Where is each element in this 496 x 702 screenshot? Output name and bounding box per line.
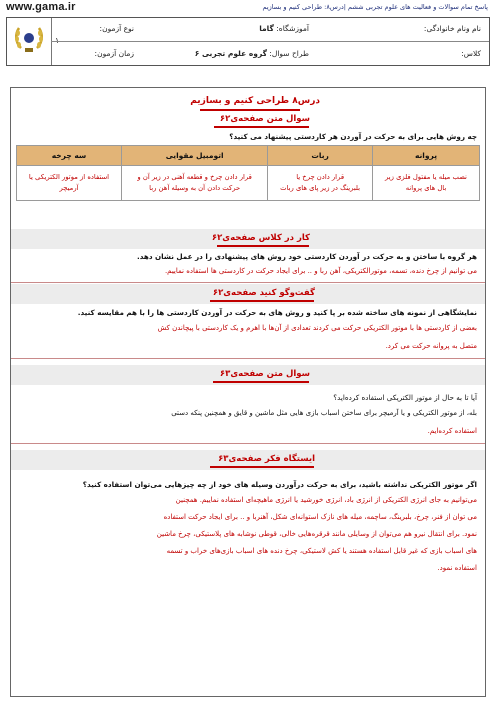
table-cell: قرار دادن چرخ یا بلبرینگ در زیر پای های ربات: [268, 166, 373, 201]
laurel-logo-icon: [11, 24, 47, 54]
answer-4-line-1: بله، از موتور الکتریکی و یا آرمیچر برای ساختن اسباب بازی هایی مثل ماشین و قایق و همچنین پنکه دستی: [171, 409, 477, 417]
table-cell: قرار دادن چرخ و قطعه آهنی در زیر آن و حرکت دادن آن به وسیله آهن ربا: [122, 166, 268, 201]
section-title-2: کار در کلاس صفحه‌ی۶۲: [211, 233, 310, 243]
exam-type-label: نوع آزمون:: [99, 24, 134, 33]
answer-3-line-2: متصل به پروانه حرکت می کرد.: [385, 342, 477, 350]
section-title-4-underline: [213, 381, 309, 383]
question-5: اگر موتور الکتریکی نداشته باشید، برای به حرکت درآوردن وسیله های خود از چه چیزهایی می‌توان استفاده کنید؟: [82, 480, 477, 489]
school-value: گاما: [259, 24, 274, 33]
answer-5-line-1: می‌توانیم به جای انرژی الکتریکی از انرژی باد، انرژی خورشید یا انرژی ماهیچه‌ای استفاده نماییم. همچنین: [175, 496, 477, 504]
question-1: چه روش هایی برای به حرکت در آوردن هر کاردستی پیشنهاد می کنید؟: [229, 132, 477, 141]
section-title-3: گفت‌وگو کنید صفحه‌ی۶۲: [212, 288, 315, 298]
answer-5-line-2: می توان از فنر، چرخ، بلبرینگ، ساچمه، میله های نازک استوانه‌ای شکل، آهنربا و .. برای ایجاد حرکت استفاده: [163, 513, 477, 521]
answer-3-line-1: بعضی از کاردستی ها با موتور الکتریکی حرکت می کردند تعدادی از آن‌ها با اهرم و یک کاردستی با پیچاندن کش: [157, 324, 477, 332]
table-header: ربات: [268, 146, 373, 166]
separator: [11, 282, 485, 283]
table-header: پروانه: [372, 146, 479, 166]
page-number: ۱: [55, 36, 60, 45]
school-label: آموزشگاه:: [276, 24, 309, 33]
question-2: هر گروه با ساختن و به حرکت در آوردن کاردستی خود روش های پیشنهادی را در عمل نشان دهد.: [136, 252, 477, 261]
answer-5-line-4: های اسباب بازی که غیر قابل استفاده هستند یا کش لاستیکی، چرخ دنده های اسباب بازی‌های خراب و تسمه: [166, 547, 477, 555]
section-title-4: سوال متن صفحه‌ی۶۳: [219, 369, 310, 379]
separator: [11, 443, 485, 444]
answer-2: می توانیم از چرخ دنده، تسمه، موتورالکتریکی، آهن ربا و .. برای ایجاد حرکت در کاردستی ها استفاده نماییم.: [164, 267, 477, 275]
table-header: اتومبیل مقوایی: [122, 146, 268, 166]
logo-cell: [7, 18, 52, 65]
answer-5-line-3: نمود. برای انتقال نیرو هم می‌توان از وسایلی مانند قرقره‌هایی خالی، قوطی نوشابه های پلاستیکی، چرخ ماشین: [156, 530, 477, 538]
table-cell: استفاده از موتور الکتریکی یا آرمیچر: [17, 166, 122, 201]
section-title-1: سوال متن صفحه‌ی۶۲: [219, 114, 310, 124]
lesson-title-underline: [200, 109, 300, 111]
lesson-title: درس۸ طراحی کنیم و بسازیم: [190, 96, 320, 106]
school-field: [259, 24, 309, 33]
table-header: سه چرخه: [17, 146, 122, 166]
section-title-5-underline: [210, 466, 314, 468]
document-title: پاسخ تمام سوالات و فعالیت های علوم تجربی ششم |درس۸: طراحی کنیم و بسازیم: [262, 3, 488, 11]
header-divider: [51, 41, 489, 42]
table-header-row: [17, 146, 480, 166]
site-url[interactable]: www.gama.ir: [6, 1, 76, 13]
exam-time-label: زمان آزمون:: [94, 49, 134, 58]
question-4: آیا تا به حال از موتور الکتریکی استفاده کرده‌اید؟: [333, 393, 477, 402]
section-title-2-underline: [217, 245, 309, 247]
designer-field: [195, 49, 309, 58]
section-title-3-underline: [210, 300, 314, 302]
class-label: کلاس:: [461, 49, 481, 58]
answer-4-line-2: استفاده کرده‌ایم.: [427, 427, 477, 435]
designer-label: طراح سوال:: [269, 49, 309, 58]
answer-5-line-5: استفاده نمود.: [437, 564, 477, 572]
question-3: نمایشگاهی از نمونه های ساخته شده بر پا کنید و روش های به حرکت در آوردن کاردستی ها را با هم مقایسه کنید.: [77, 308, 477, 317]
section-title-1-underline: [214, 126, 309, 128]
exam-header: [6, 17, 490, 66]
name-label: نام ونام خانوادگی:: [423, 24, 481, 33]
section-title-5: ایستگاه فکر صفحه‌ی۶۳: [218, 454, 315, 464]
table-row: [17, 166, 480, 201]
table-cell: نصب میله یا مفتول فلزی زیر بال های پروانه: [372, 166, 479, 201]
top-bar: [0, 0, 496, 16]
separator: [11, 358, 485, 359]
methods-table: [16, 145, 480, 201]
designer-value: گروه علوم تجربی ۶: [194, 49, 267, 58]
content-box: [10, 87, 486, 697]
